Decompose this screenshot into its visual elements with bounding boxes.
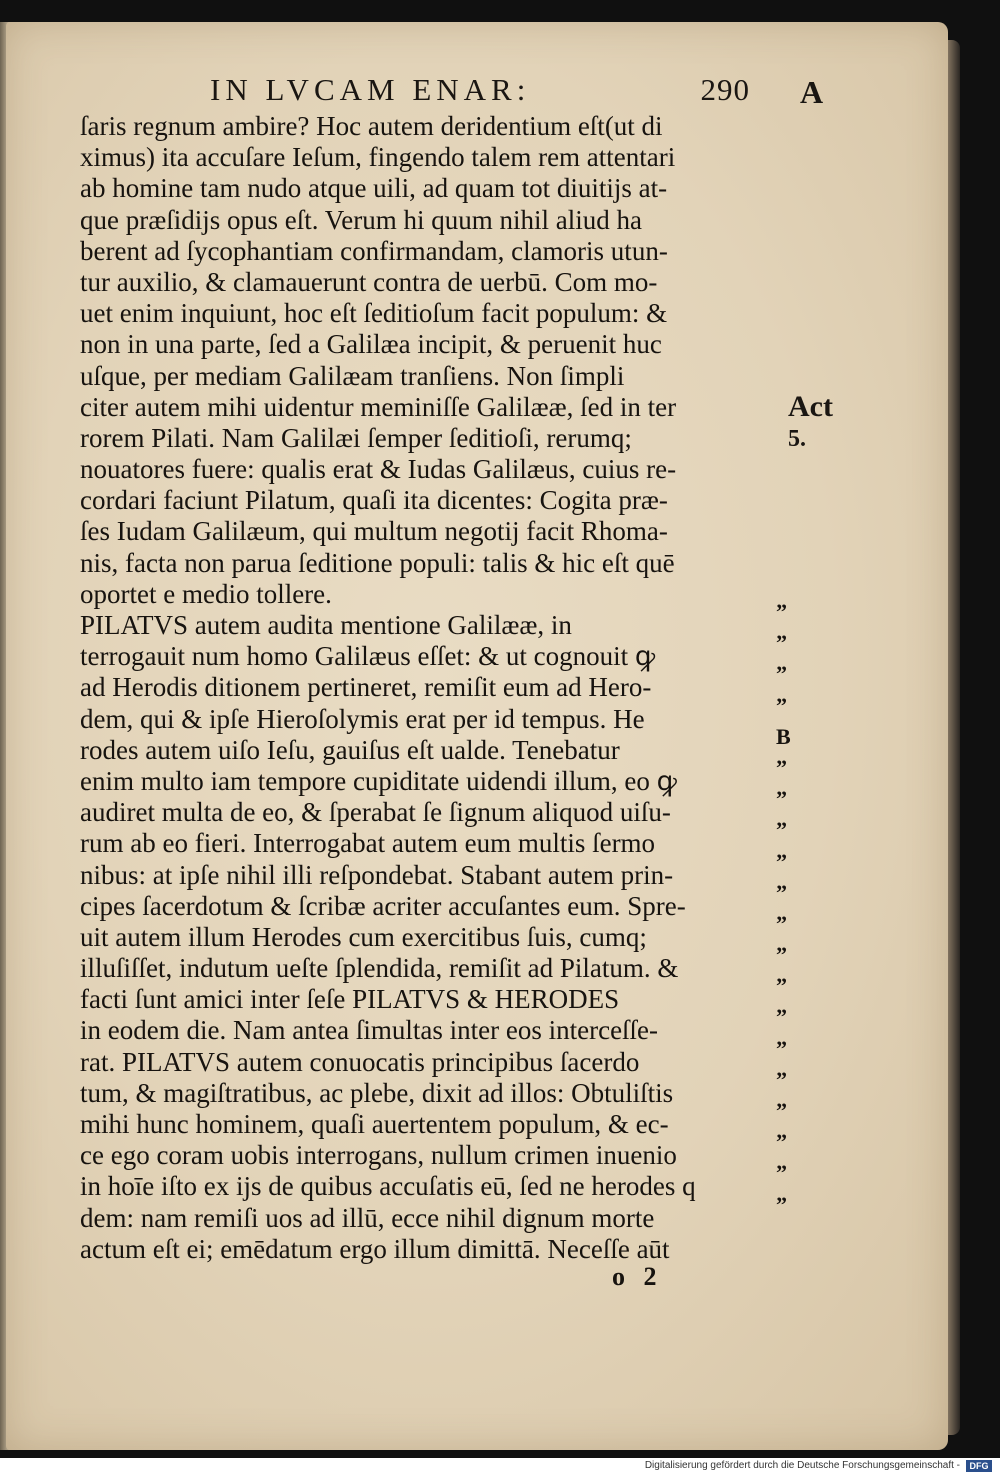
text-line: facti ſunt amici inter ſeſe PILATVS & HERODES	[80, 984, 620, 1015]
dfg-logo: DFG	[966, 1460, 992, 1472]
text-line: PILATVS autem audita mentione Galilææ, in	[80, 610, 572, 640]
quote-mark: ”	[776, 1191, 787, 1217]
quote-mark: ”	[776, 1098, 787, 1123]
quote-mark: ”	[776, 1129, 787, 1155]
text-line: uet enim inquiunt, hoc eſt ſeditioſum facit populum: &	[80, 298, 668, 329]
quote-mark: ”	[776, 754, 787, 780]
quote-mark: ”	[776, 1066, 787, 1092]
quote-mark: B	[776, 723, 791, 749]
quote-mark: ”	[776, 661, 787, 687]
text-line: nouatores fuere: qualis erat & Iudas Galilæus, cuius re-	[80, 454, 677, 485]
text-line: berent ad ſycophantiam confirmandam, clamoris utun-	[80, 235, 668, 266]
margin-reference-chapter: 5.	[788, 426, 806, 452]
text-line: dem, qui & ipſe Hieroſolymis erat per id tempus. He	[80, 703, 645, 734]
text-line: illuſiſſet, indutum ueſte ſplendida, remiſit ad Pilatum. &	[80, 953, 679, 984]
text-line: ſaris regnum ambire? Hoc autem deridentium eſt(ut di	[80, 111, 663, 141]
text-line: cipes ſacerdotum & ſcribæ acriter accuſantes eum. Spre-	[80, 890, 686, 921]
quote-mark: ”	[776, 692, 787, 718]
quote-marks-column	[776, 596, 806, 1220]
quote-mark: ”	[776, 1035, 787, 1061]
quote-mark: ”	[776, 848, 787, 874]
text-line: rorem Pilati. Nam Galilæi ſemper ſeditioſi, rerumq;	[80, 422, 632, 453]
text-line: ab homine tam nudo atque uili, ad quam tot diuitijs at-	[80, 173, 668, 204]
text-line: dem: nam remiſi uos ad illū, ecce nihil dignum morte	[80, 1202, 655, 1233]
text-line: ximus) ita accuſare Ieſum, fingendo talem rem attentari	[80, 142, 676, 173]
running-title: IN LVCAM ENAR:	[210, 72, 531, 107]
quote-mark: ”	[776, 973, 787, 999]
text-line: non in una parte, ſed a Galilæa incipit, & peruenit huc	[80, 329, 662, 360]
text-line: terrogauit num homo Galilæus eſſet: & ut cognouit ꝙ	[80, 641, 656, 672]
text-line: actum eſt ei; emēdatum ergo illum dimittā. Neceſſe aūt	[80, 1233, 670, 1264]
text-line: rodes autem uiſo Ieſu, gauiſus eſt ualde. Tenebatur	[80, 734, 620, 765]
text-line: in eodem die. Nam antea ſimultas inter eos interceſſe-	[80, 1015, 659, 1046]
quote-mark: ”	[776, 817, 787, 843]
text-line: nibus: at ipſe nihil illi reſpondebat. Stabant autem prin-	[80, 859, 674, 890]
page-header	[210, 72, 750, 112]
quote-mark: ”	[776, 630, 787, 656]
text-line: mihi hunc hominem, quaſi auertentem populum, & ec-	[80, 1109, 669, 1139]
signature-mark: A	[800, 74, 824, 110]
printer-signature: o 2	[612, 1262, 663, 1291]
quote-mark: ”	[776, 1160, 787, 1186]
text-line: citer autem mihi uidentur meminiſſe Galilææ, ſed in ter	[80, 391, 677, 422]
margin-reference-acts: Act	[788, 390, 833, 423]
quote-mark: ”	[776, 1004, 787, 1030]
quote-mark: ”	[776, 879, 787, 905]
text-line: ſes Iudam Galilæum, qui multum negotij facit Rhoma-	[80, 516, 668, 547]
page-number: 290	[700, 72, 750, 107]
text-line: ce ego coram uobis interrogans, nullum crimen inuenio	[80, 1140, 677, 1171]
text-line: uit autem illum Herodes cum exercitibus ſuis, cumq;	[80, 921, 647, 952]
quote-mark: ”	[776, 942, 787, 968]
text-line: nis, facta non parua ſeditione populi: talis & hic eſt quē	[80, 547, 675, 578]
text-line: rum ab eo fieri. Interrogabat autem eum multis ſermo	[80, 828, 656, 859]
text-line: enim multo iam tempore cupiditate uidendi illum, eo ꝙ	[80, 765, 677, 796]
text-line: tum, & magiſtratibus, ac plebe, dixit ad illos: Obtuliſtis	[80, 1077, 674, 1108]
text-line: uſque, per mediam Galilæam tranſiens. Non ſimpli	[80, 360, 625, 391]
funding-note: Digitalisierung gefördert durch die Deutsche Forschungsgemeinschaft -	[644, 1460, 960, 1471]
quote-mark: ”	[776, 786, 787, 812]
text-line: in hoīe iſto ex ijs de quibus accuſatis eū, ſed ne herodes q	[80, 1171, 696, 1202]
text-line: cordari faciunt Pilatum, quaſi ita dicentes: Cogita præ-	[80, 485, 668, 516]
text-line: oportet e medio tollere.	[80, 578, 332, 609]
text-line: audiret multa de eo, & ſperabat ſe ſignum aliquod uiſu-	[80, 797, 671, 828]
text-line: ad Herodis ditionem pertineret, remiſit eum ad Hero-	[80, 672, 652, 703]
text-line: rat. PILATVS autem conuocatis principibus ſacerdo	[80, 1046, 640, 1077]
text-line: tur auxilio, & clamauerunt contra de uerbū. Com mo-	[80, 266, 658, 297]
quote-mark: ”	[776, 910, 787, 936]
quote-mark: ”	[776, 599, 787, 624]
body-text	[80, 111, 770, 1265]
text-line: que præſidijs opus eſt. Verum hi quum nihil aliud ha	[80, 204, 642, 235]
